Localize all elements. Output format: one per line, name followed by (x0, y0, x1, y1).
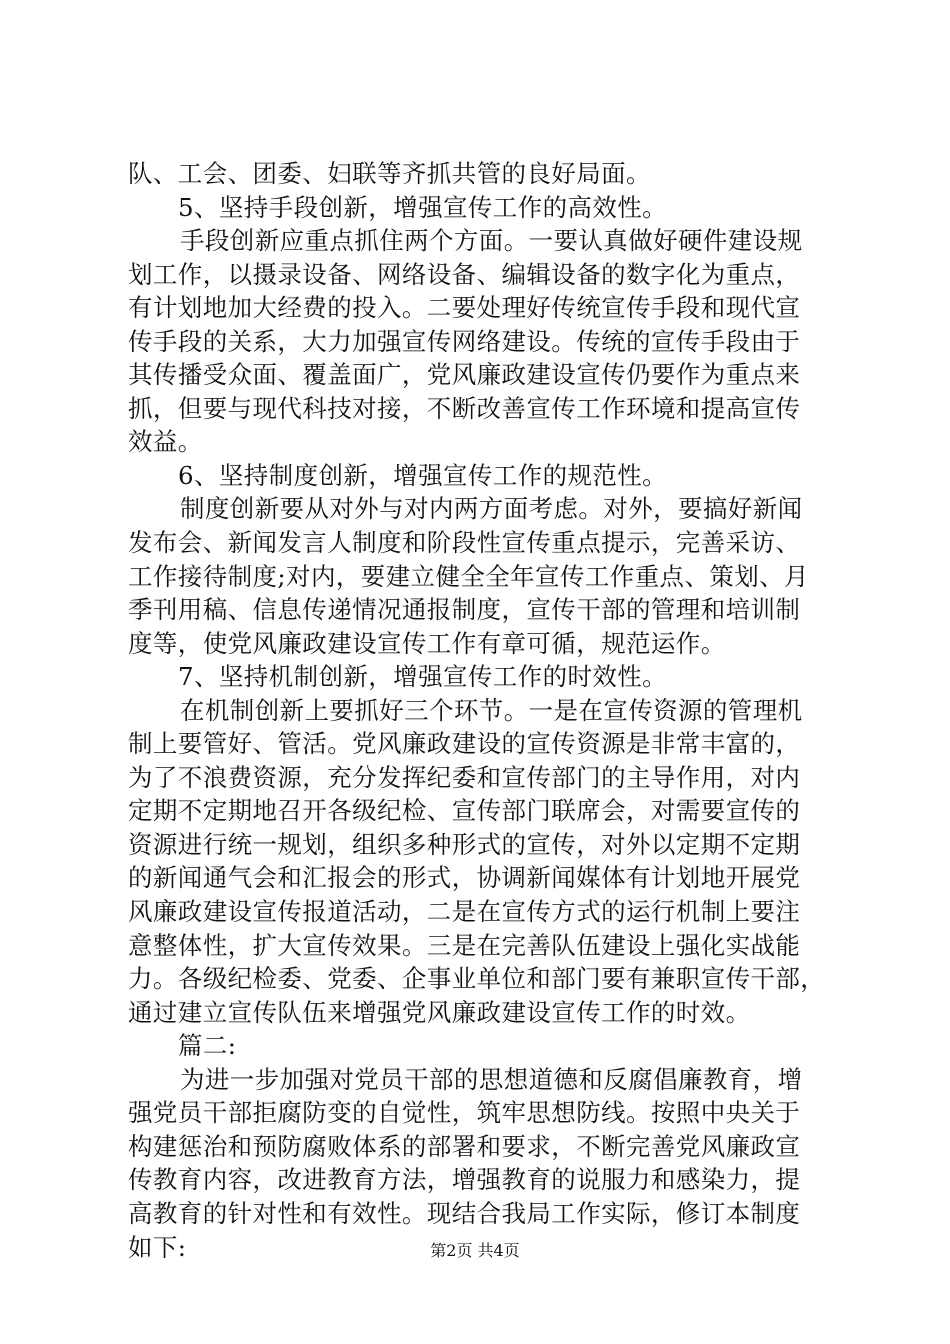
text-line: 制度创新要从对外与对内两方面考虑。对外，要搞好新闻 (180, 494, 803, 524)
text-line: 的新闻通气会和汇报会的形式，协调新闻媒体有计划地开展党 (128, 863, 801, 893)
text-line: 力。各级纪检委、党委、企事业单位和部门要有兼职宣传干部， (128, 964, 826, 994)
text-line: 传手段的关系，大力加强宣传网络建设。传统的宣传手段由于 (128, 326, 801, 356)
text-line: 在机制创新上要抓好三个环节。一是在宣传资源的管理机 (180, 695, 803, 725)
text-line: 抓，但要与现代科技对接，不断改善宣传工作环境和提高宣传 (128, 393, 801, 423)
text-line: 为了不浪费资源，充分发挥纪委和宣传部门的主导作用，对内 (128, 762, 801, 792)
text-line: 制上要管好、管活。党风廉政建设的宣传资源是非常丰富的， (128, 729, 801, 759)
text-line: 季刊用稿、信息传递情况通报制度，宣传干部的管理和培训制 (128, 595, 801, 625)
document-body (128, 157, 840, 1264)
text-line: 队、工会、团委、妇联等齐抓共管的良好局面。 (128, 159, 651, 188)
text-line: 6、坚持制度创新，增强宣传工作的规范性。 (178, 460, 668, 490)
text-line: 为进一步加强对党员干部的思想道德和反腐倡廉教育，增 (180, 1064, 803, 1094)
text-line: 高教育的针对性和有效性。现结合我局工作实际，修订本制度 (128, 1198, 801, 1228)
text-line: 度等，使党风廉政建设宣传工作有章可循，规范运作。 (128, 628, 726, 658)
text-line: 7、坚持机制创新，增强宣传工作的时效性。 (178, 662, 668, 692)
text-line: 篇二: (178, 1031, 237, 1061)
text-line: 5、坚持手段创新，增强宣传工作的高效性。 (178, 192, 668, 222)
text-line: 如下: (128, 1232, 187, 1262)
text-line: 划工作，以摄录设备、网络设备、编辑设备的数字化为重点， (128, 259, 801, 289)
text-line: 意整体性，扩大宣传效果。三是在完善队伍建设上强化实战能 (128, 930, 801, 960)
text-line: 强党员干部拒腐防变的自觉性，筑牢思想防线。按照中央关于 (128, 1098, 801, 1128)
text-line: 通过建立宣传队伍来增强党风廉政建设宣传工作的时效。 (128, 997, 751, 1027)
text-line: 定期不定期地召开各级纪检、宣传部门联席会，对需要宣传的 (128, 796, 801, 826)
text-line: 资源进行统一规划，组织多种形式的宣传，对外以定期不定期 (128, 829, 801, 859)
text-line: 风廉政建设宣传报道活动，二是在宣传方式的运行机制上要注 (128, 897, 801, 927)
page-footer: 第2页 共4页 (430, 1241, 520, 1260)
text-line: 有计划地加大经费的投入。二要处理好传统宣传手段和现代宣 (128, 293, 801, 323)
text-line: 传教育内容，改进教育方法，增强教育的说服力和感染力，提 (128, 1165, 801, 1195)
text-line: 工作接待制度;对内，要建立健全全年宣传工作重点、策划、月 (128, 561, 809, 591)
text-line: 其传播受众面、覆盖面广，党风廉政建设宣传仍要作为重点来 (128, 360, 801, 390)
text-line: 构建惩治和预防腐败体系的部署和要求，不断完善党风廉政宣 (128, 1131, 801, 1161)
text-line: 发布会、新闻发言人制度和阶段性宣传重点提示，完善采访、 (128, 528, 801, 558)
text-line: 效益。 (128, 427, 203, 457)
text-line: 手段创新应重点抓住两个方面。一要认真做好硬件建设规 (180, 226, 803, 256)
